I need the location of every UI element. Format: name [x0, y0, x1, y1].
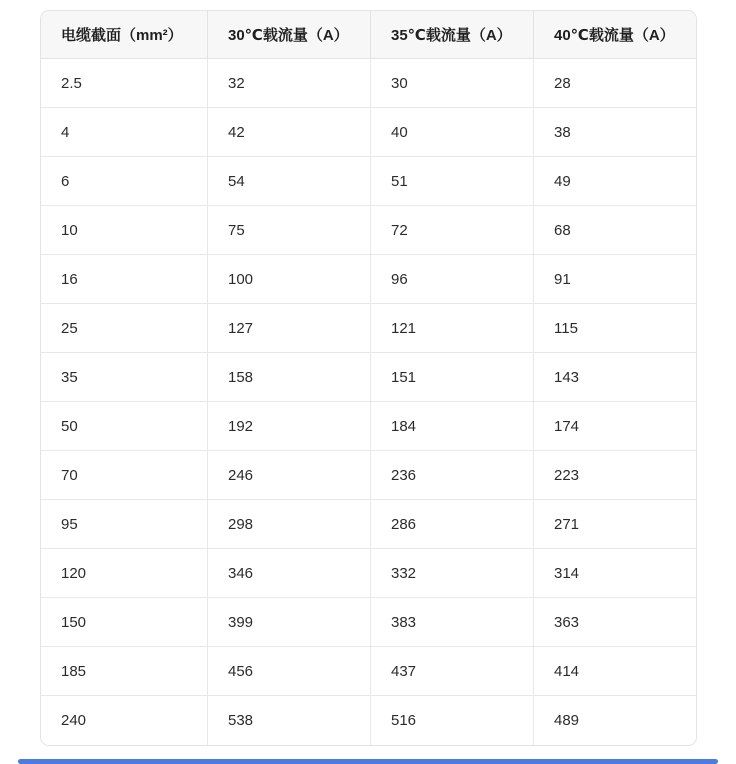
cell-ampacity-40c: 91 [534, 255, 697, 304]
cell-ampacity-40c: 223 [534, 451, 697, 500]
cell-ampacity-30c: 456 [208, 647, 371, 696]
table-row [41, 108, 697, 157]
cell-cable-section: 50 [41, 402, 208, 451]
cell-ampacity-40c: 271 [534, 500, 697, 549]
cell-cable-section: 95 [41, 500, 208, 549]
cell-ampacity-35c: 184 [371, 402, 534, 451]
cell-ampacity-30c: 127 [208, 304, 371, 353]
cell-cable-section: 4 [41, 108, 208, 157]
cell-ampacity-35c: 72 [371, 206, 534, 255]
cell-cable-section: 16 [41, 255, 208, 304]
cell-ampacity-35c: 383 [371, 598, 534, 647]
cell-cable-section: 25 [41, 304, 208, 353]
cell-ampacity-35c: 332 [371, 549, 534, 598]
table-row [41, 206, 697, 255]
cell-ampacity-30c: 75 [208, 206, 371, 255]
table-row [41, 353, 697, 402]
cell-ampacity-40c: 28 [534, 59, 697, 108]
cell-cable-section: 70 [41, 451, 208, 500]
table-row [41, 304, 697, 353]
cell-ampacity-40c: 314 [534, 549, 697, 598]
table-row [41, 549, 697, 598]
cell-ampacity-35c: 51 [371, 157, 534, 206]
table-row [41, 255, 697, 304]
table-row [41, 157, 697, 206]
table-row [41, 696, 697, 745]
cell-ampacity-35c: 236 [371, 451, 534, 500]
cell-ampacity-30c: 158 [208, 353, 371, 402]
cell-ampacity-35c: 516 [371, 696, 534, 745]
cell-ampacity-40c: 38 [534, 108, 697, 157]
cell-ampacity-40c: 174 [534, 402, 697, 451]
cell-cable-section: 35 [41, 353, 208, 402]
horizontal-scrollbar-thumb[interactable] [18, 759, 718, 764]
cell-ampacity-30c: 298 [208, 500, 371, 549]
cell-cable-section: 150 [41, 598, 208, 647]
table-row [41, 451, 697, 500]
cell-ampacity-35c: 96 [371, 255, 534, 304]
cell-ampacity-30c: 192 [208, 402, 371, 451]
cell-ampacity-30c: 538 [208, 696, 371, 745]
cell-ampacity-30c: 54 [208, 157, 371, 206]
cell-ampacity-30c: 246 [208, 451, 371, 500]
cell-ampacity-40c: 414 [534, 647, 697, 696]
header-cable-section: 电缆截面（mm²） [41, 11, 208, 59]
cell-cable-section: 240 [41, 696, 208, 745]
cell-cable-section: 2.5 [41, 59, 208, 108]
cell-cable-section: 185 [41, 647, 208, 696]
table-row [41, 647, 697, 696]
table-row [41, 598, 697, 647]
cell-ampacity-40c: 143 [534, 353, 697, 402]
table-header [41, 11, 697, 59]
cell-ampacity-30c: 346 [208, 549, 371, 598]
cell-ampacity-35c: 437 [371, 647, 534, 696]
cable-ampacity-table [40, 10, 697, 746]
table-row [41, 402, 697, 451]
cell-cable-section: 6 [41, 157, 208, 206]
cell-ampacity-35c: 30 [371, 59, 534, 108]
cell-cable-section: 10 [41, 206, 208, 255]
cell-ampacity-35c: 40 [371, 108, 534, 157]
table-row [41, 59, 697, 108]
cell-ampacity-35c: 151 [371, 353, 534, 402]
cell-ampacity-40c: 489 [534, 696, 697, 745]
header-row [41, 11, 697, 59]
cell-ampacity-40c: 49 [534, 157, 697, 206]
cell-ampacity-30c: 42 [208, 108, 371, 157]
header-ampacity-40c: 40℃载流量（A） [534, 11, 697, 59]
cell-ampacity-40c: 115 [534, 304, 697, 353]
cell-ampacity-30c: 100 [208, 255, 371, 304]
cell-ampacity-40c: 363 [534, 598, 697, 647]
table-row [41, 500, 697, 549]
cell-ampacity-30c: 399 [208, 598, 371, 647]
cell-cable-section: 120 [41, 549, 208, 598]
cell-ampacity-40c: 68 [534, 206, 697, 255]
table-body [41, 59, 697, 745]
cell-ampacity-35c: 286 [371, 500, 534, 549]
cell-ampacity-35c: 121 [371, 304, 534, 353]
header-ampacity-30c: 30℃载流量（A） [208, 11, 371, 59]
cell-ampacity-30c: 32 [208, 59, 371, 108]
header-ampacity-35c: 35℃载流量（A） [371, 11, 534, 59]
data-table [41, 11, 697, 745]
